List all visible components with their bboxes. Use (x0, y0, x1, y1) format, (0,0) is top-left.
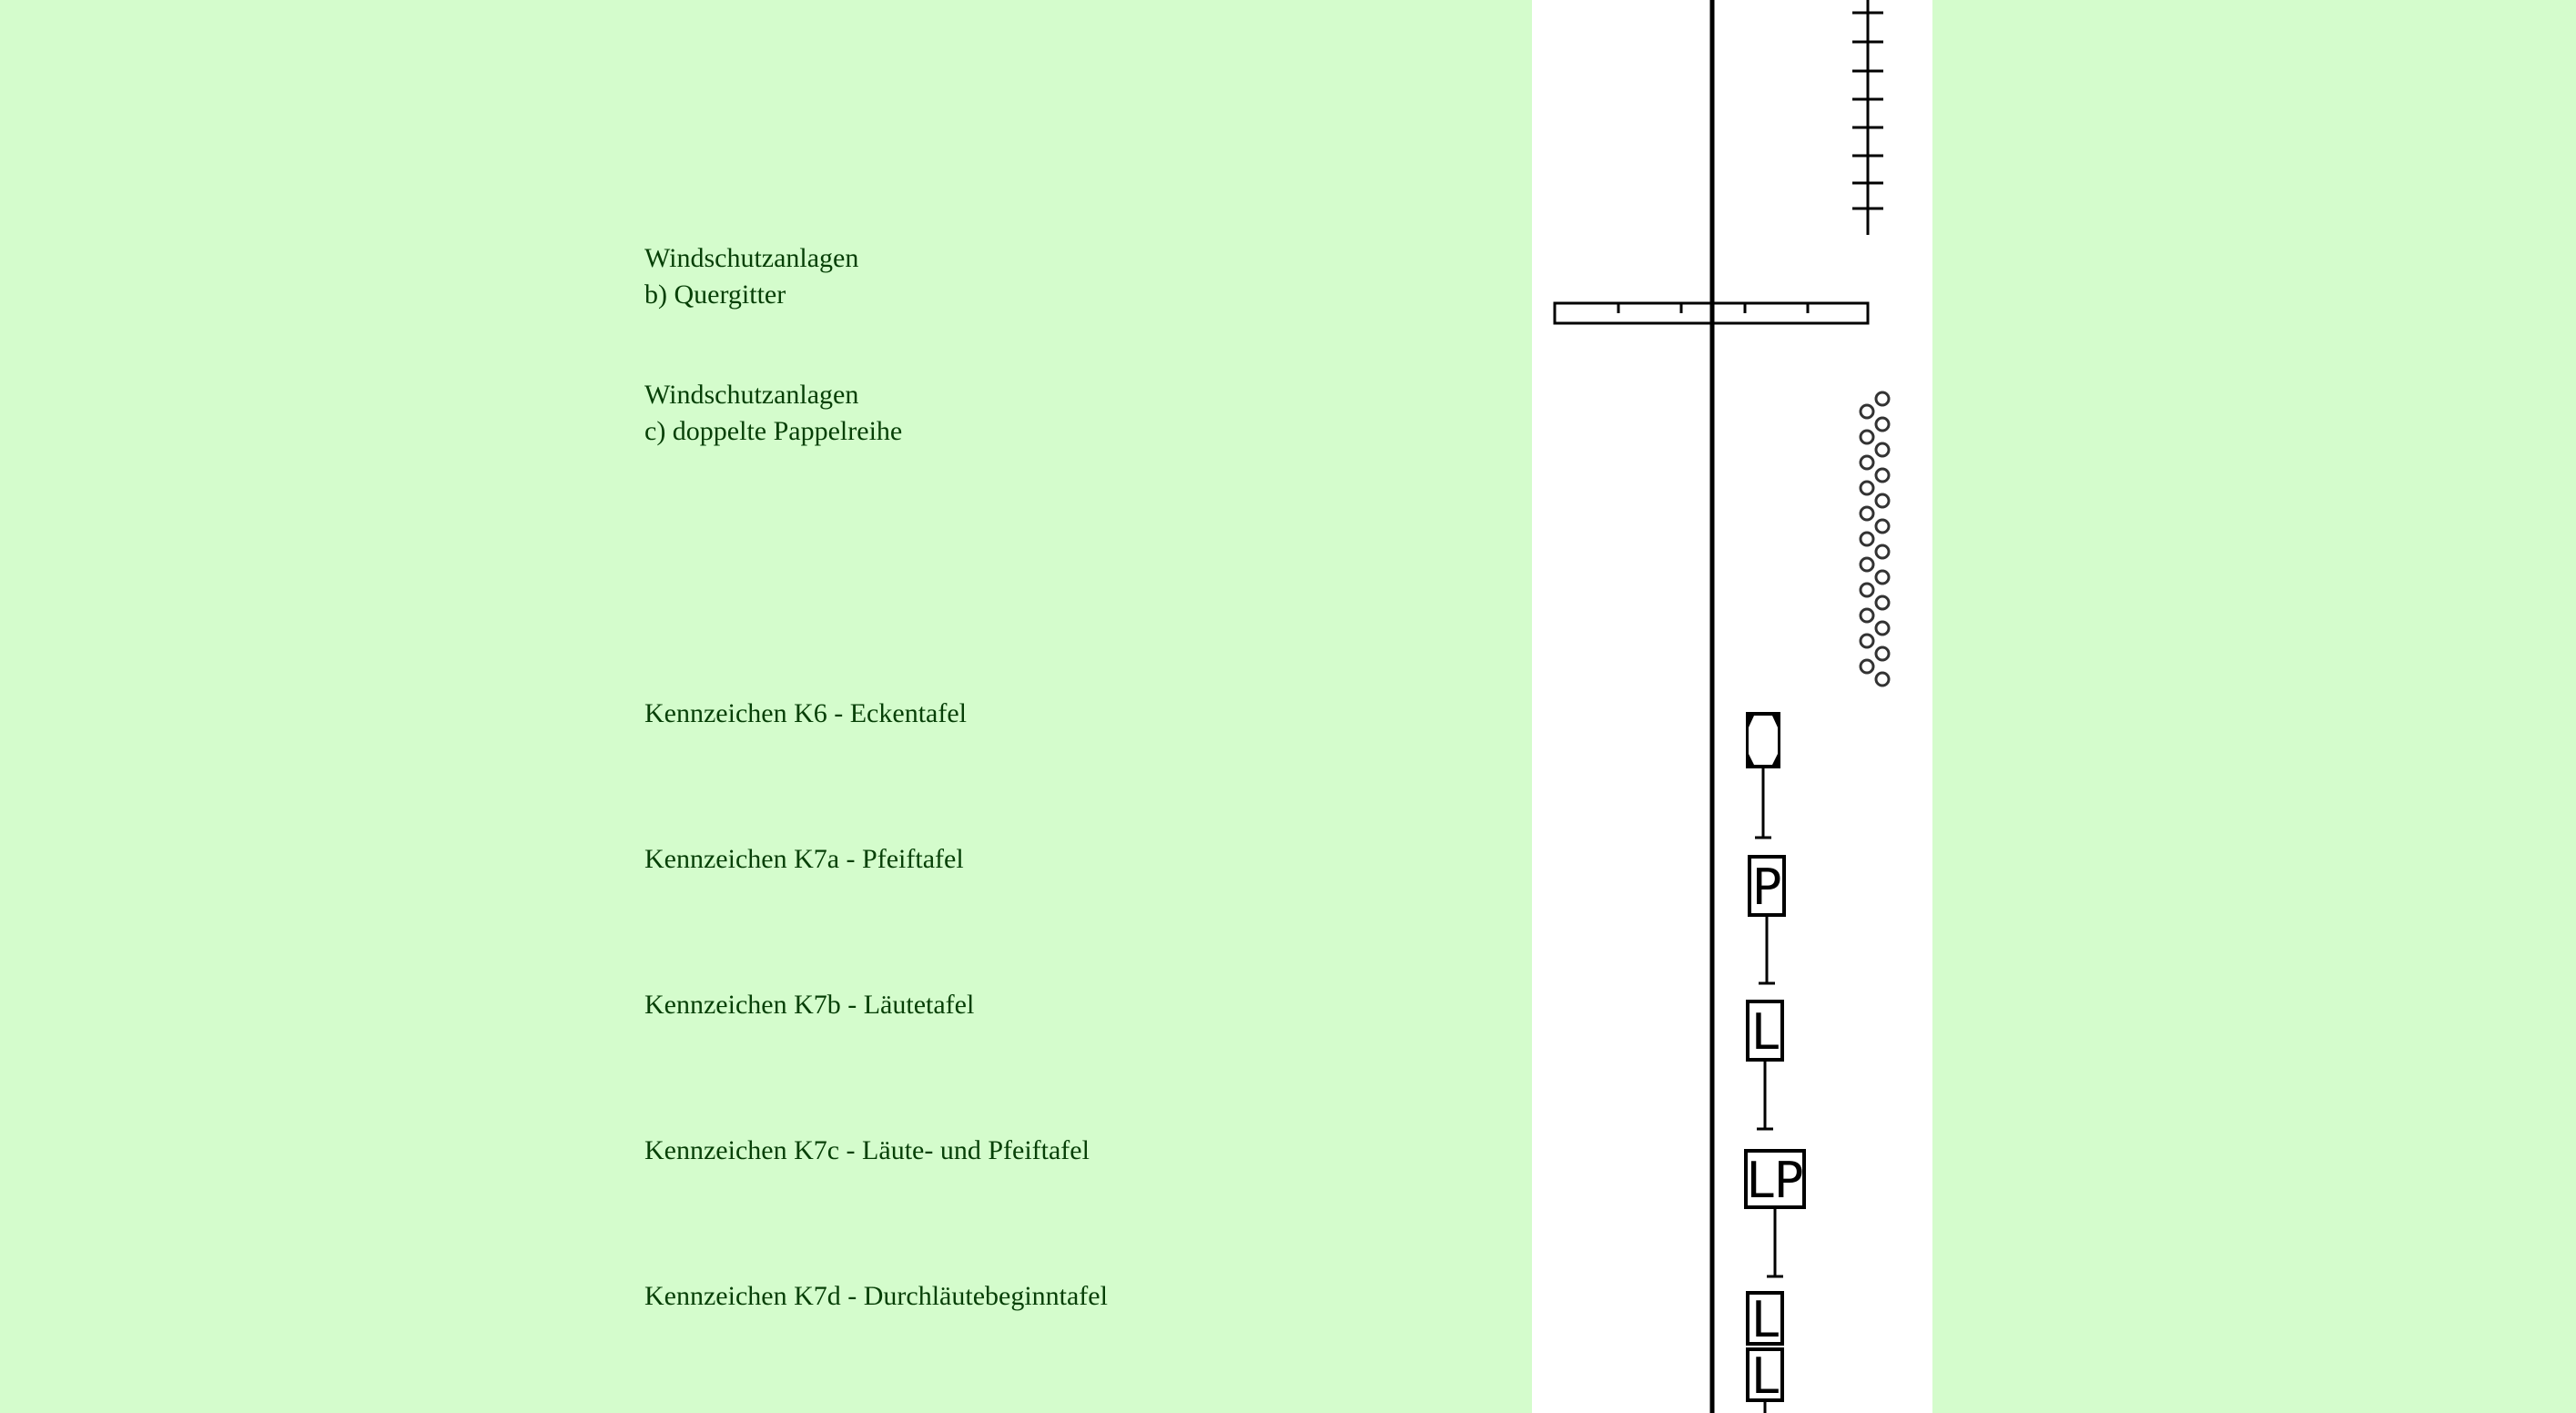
legend-label: Kennzeichen K7d - Durchläutebeginntafel (644, 1281, 1108, 1311)
legend-label: Windschutzanlagen (644, 243, 859, 273)
symbol-drawing (1532, 0, 1932, 1413)
legend-windschutz-quergitter (644, 240, 858, 313)
k7d-letter-lower: L (1750, 1347, 1780, 1405)
k7d-durchlaeutebeginntafel-symbol (1748, 1291, 1782, 1413)
legend-k7c-laeute-pfeiftafel (644, 1133, 1090, 1169)
legend-label: Windschutzanlagen (644, 380, 859, 410)
legend-windschutz-pappelreihe (644, 377, 902, 450)
legend-k7a-pfeiftafel (644, 841, 964, 878)
k7a-pfeiftafel-symbol (1749, 857, 1784, 983)
k7b-laeutetafel-symbol (1748, 1001, 1782, 1129)
legend-k6-eckentafel (644, 696, 967, 732)
symbol-sheet (1532, 0, 1932, 1413)
k7b-letter: L (1750, 1003, 1780, 1061)
legend-label: Kennzeichen K6 - Eckentafel (644, 698, 967, 728)
legend-k7d-durchlaeutebeginntafel (644, 1278, 1108, 1315)
legend-sublabel: c) doppelte Pappelreihe (644, 416, 903, 446)
k7d-letter-upper: L (1750, 1291, 1780, 1348)
k7c-laeute-pfeiftafel-symbol (1746, 1151, 1804, 1276)
legend-label: Kennzeichen K7c - Läute- und Pfeiftafel (644, 1135, 1090, 1165)
k7a-letter: P (1751, 859, 1782, 916)
legend-label: Kennzeichen K7a - Pfeiftafel (644, 844, 964, 874)
legend-k7b-laeutetafel (644, 987, 974, 1023)
k7c-letters: LP (1746, 1152, 1804, 1209)
pappelreihe-symbol (1861, 392, 1889, 686)
windschutz-gitter-symbol (1852, 0, 1883, 235)
legend-sublabel: b) Quergitter (644, 280, 786, 310)
k6-eckentafel-symbol (1746, 712, 1780, 838)
legend-label: Kennzeichen K7b - Läutetafel (644, 990, 975, 1020)
